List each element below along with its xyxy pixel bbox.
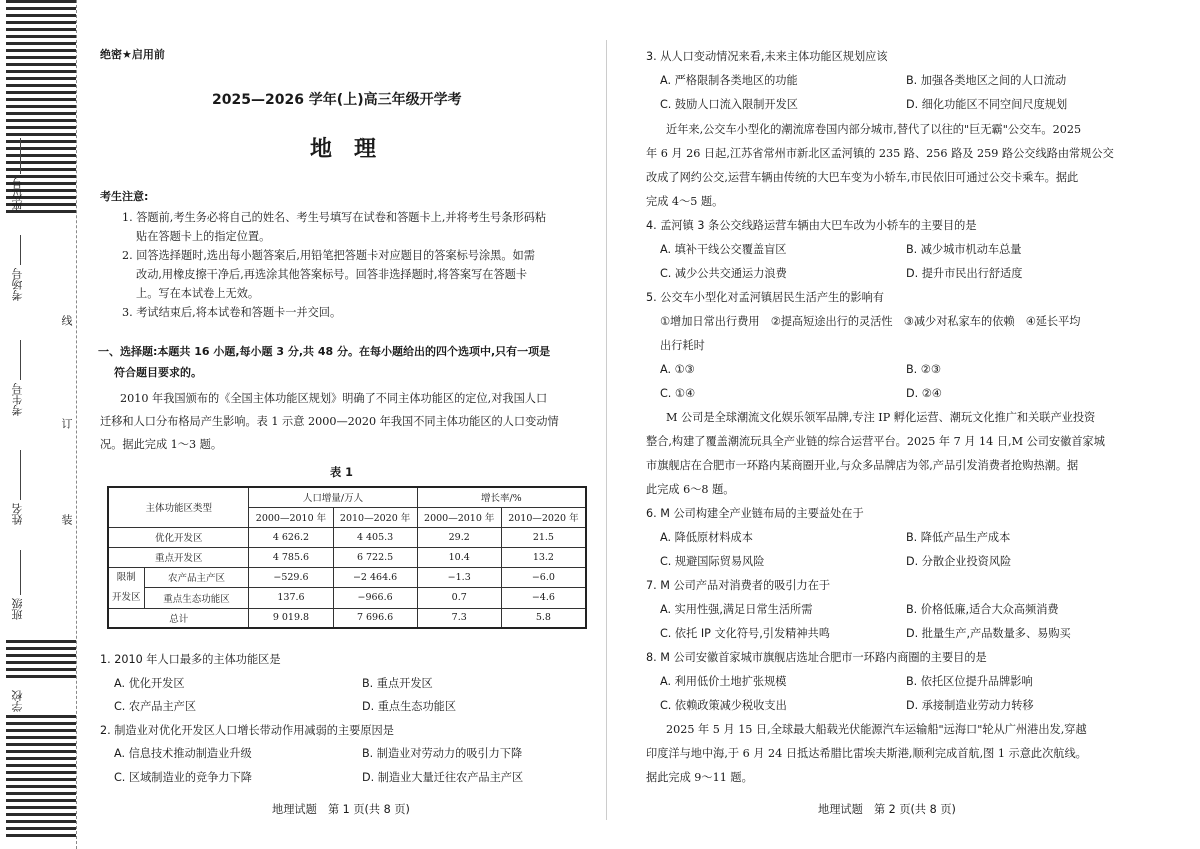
passage-line: 况。据此完成 1～3 题。 xyxy=(100,438,223,451)
passage-line: M 公司是全球潮流文化娱乐领军品牌,专注 IP 孵化运营、潮玩文化推广和关联产业投资 xyxy=(666,411,1096,424)
q3-option-b: B. 加强各类地区之间的人口流动 xyxy=(906,74,1067,87)
passage-line: 近年来,公交车小型化的潮流席卷国内部分城市,替代了以往的"巨无霸"公交车。2025 xyxy=(666,123,1082,136)
notice-line: 3. 考试结束后,将本试卷和答题卡一并交回。 xyxy=(122,306,342,319)
table-row xyxy=(108,547,586,567)
margin-stripe xyxy=(6,827,76,830)
margin-stripe xyxy=(6,722,76,725)
margin-stripe xyxy=(6,7,76,10)
name-line xyxy=(20,450,21,500)
row-name: 重点生态功能区 xyxy=(144,588,249,609)
page-footer: 地理试题 第 2 页(共 8 页) xyxy=(818,803,956,816)
passage-line: 整合,构建了覆盖潮流玩具全产业链的综合运营平台。2025 年 7 月 14 日,M 公司安徽首家城 xyxy=(646,435,1105,448)
notice-line: 改动,用橡皮擦干净后,再选涂其他答案标号。回答非选择题时,将答案写在答题卡 xyxy=(136,268,528,281)
header-rate: 增长率/% xyxy=(417,487,586,507)
margin-stripe xyxy=(6,21,76,24)
subject-title: 地 理 xyxy=(310,137,377,162)
question-7: 7. M 公司产品对消费者的吸引力在于 xyxy=(646,579,831,592)
q8-option-b: B. 依托区位提升品牌影响 xyxy=(906,675,1033,688)
margin-stripe xyxy=(6,147,76,150)
seal-line-text: 线 xyxy=(60,315,73,326)
cell: 6 722.5 xyxy=(333,547,417,567)
margin-stripe xyxy=(6,28,76,31)
passage-line: 改成了网约公交,运营车辆由传统的大巴车变为小轿车,市民依旧可通过公交卡乘车。据此 xyxy=(646,171,1079,184)
page-footer: 地理试题 第 1 页(共 8 页) xyxy=(272,803,410,816)
margin-stripe xyxy=(6,126,76,129)
seal-bind-text: 订 xyxy=(60,418,73,429)
q8-option-c: C. 依赖政策减少税收支出 xyxy=(660,699,787,712)
group-label-b: 开发区 xyxy=(111,591,141,603)
q6-option-a: A. 降低原材料成本 xyxy=(660,531,753,544)
cell: 10.4 xyxy=(417,547,501,567)
q1-option-c: C. 农产品主产区 xyxy=(114,700,197,713)
barcode-stripes-bottom xyxy=(6,715,76,835)
population-table xyxy=(107,486,587,629)
cell: −4.6 xyxy=(501,588,586,609)
header-period: 2010—2020 年 xyxy=(333,507,417,527)
group-label-a: 限制 xyxy=(116,571,136,583)
school-label: 学校 xyxy=(11,690,24,712)
passage-line: 完成 4～5 题。 xyxy=(646,195,724,208)
q5-option-b: B. ②③ xyxy=(906,363,941,376)
margin-stripe xyxy=(6,168,76,171)
margin-stripe xyxy=(6,49,76,52)
margin-stripe xyxy=(6,77,76,80)
header-pop: 人口增量/万人 xyxy=(249,487,417,507)
notice-line: 1. 答题前,考生务必将自己的姓名、考生号填写在试卷和答题卡上,并将考生号条形码粘 xyxy=(122,211,547,224)
row-name: 总计 xyxy=(108,608,249,628)
cell: 5.8 xyxy=(501,608,586,628)
q4-option-c: C. 减少公共交通运力浪费 xyxy=(660,267,787,280)
margin-stripe xyxy=(6,675,76,678)
margin-stripe xyxy=(6,757,76,760)
q4-option-a: A. 填补干线公交覆盖盲区 xyxy=(660,243,787,256)
q5-option-a: A. ①③ xyxy=(660,363,695,376)
q1-option-a: A. 优化开发区 xyxy=(114,677,185,690)
margin-stripe xyxy=(6,813,76,816)
header-period: 2000—2010 年 xyxy=(417,507,501,527)
section-heading-cont: 符合题目要求的。 xyxy=(114,366,202,379)
class-line xyxy=(20,550,21,595)
margin-stripe xyxy=(6,764,76,767)
margin-stripe xyxy=(6,70,76,73)
table-row xyxy=(108,567,586,588)
margin-stripe xyxy=(6,799,76,802)
notice-line: 2. 回答选择题时,选出每小题答案后,用铅笔把答题卡对应题目的答案标号涂黑。如需 xyxy=(122,249,535,262)
confidential-mark: 绝密★启用前 xyxy=(100,48,165,61)
margin-stripe xyxy=(6,778,76,781)
cell: −529.6 xyxy=(249,567,333,588)
passage-line: 2010 年我国颁布的《全国主体功能区规划》明确了不同主体功能区的定位,对我国人口 xyxy=(120,392,548,405)
question-6: 6. M 公司构建全产业链布局的主要益处在于 xyxy=(646,507,864,520)
q7-option-b: B. 价格低廉,适合大众高频消费 xyxy=(906,603,1059,616)
seat-number-line xyxy=(20,138,21,174)
margin-stripe xyxy=(6,806,76,809)
q3-option-d: D. 细化功能区不同空间尺度规划 xyxy=(906,98,1068,111)
margin-stripe xyxy=(6,640,76,643)
q5-option-c: C. ①④ xyxy=(660,387,695,400)
cell: 7.3 xyxy=(417,608,501,628)
margin-stripe xyxy=(6,668,76,671)
q1-option-d: D. 重点生态功能区 xyxy=(362,700,457,713)
q6-option-b: B. 降低产品生产成本 xyxy=(906,531,1011,544)
row-name: 优化开发区 xyxy=(108,527,249,547)
passage-line: 2025 年 5 月 15 日,全球最大船载光伏能源汽车运输船"远海口"轮从广州港出发,穿越 xyxy=(666,723,1087,736)
passage-line: 此完成 6～8 题。 xyxy=(646,483,735,496)
q4-option-d: D. 提升市民出行舒适度 xyxy=(906,267,1023,280)
cell: 0.7 xyxy=(417,588,501,609)
question-4: 4. 孟河镇 3 条公交线路运营车辆由大巴车改为小轿车的主要目的是 xyxy=(646,219,977,232)
cut-line xyxy=(76,0,77,849)
margin-stripe xyxy=(6,715,76,718)
page-divider xyxy=(606,40,607,820)
q8-option-d: D. 承接制造业劳动力转移 xyxy=(906,699,1034,712)
notice-heading: 考生注意: xyxy=(100,190,149,203)
margin-stripe xyxy=(6,98,76,101)
margin-stripe xyxy=(6,112,76,115)
q2-option-a: A. 信息技术推动制造业升级 xyxy=(114,747,252,760)
cell: −966.6 xyxy=(333,588,417,609)
cell: 137.6 xyxy=(249,588,333,609)
margin-stripe xyxy=(6,834,76,837)
passage-line: 印度洋与地中海,于 6 月 24 日抵达希腊比雷埃夫斯港,顺利完成首航,图 1 示意此次航线。 xyxy=(646,747,1087,760)
exam-title: 2025—2026 学年(上)高三年级开学考 xyxy=(212,92,462,108)
group-label xyxy=(108,567,144,608)
margin-stripe xyxy=(6,154,76,157)
margin-stripe xyxy=(6,743,76,746)
margin-stripe xyxy=(6,647,76,650)
notice-line: 上。写在本试卷上无效。 xyxy=(136,287,260,300)
candidate-number-line xyxy=(20,340,21,380)
q3-option-c: C. 鼓励人口流入限制开发区 xyxy=(660,98,798,111)
q7-option-d: D. 批量生产,产品数量多、易购买 xyxy=(906,627,1071,640)
cell: −2 464.6 xyxy=(333,567,417,588)
q1-option-b: B. 重点开发区 xyxy=(362,677,433,690)
passage-line: 据此完成 9～11 题。 xyxy=(646,771,753,784)
candidate-number-label: 考生号 xyxy=(11,383,24,416)
question-2: 2. 制造业对优化开发区人口增长带动作用减弱的主要原因是 xyxy=(100,724,394,737)
q8-option-a: A. 利用低价土地扩张规模 xyxy=(660,675,787,688)
seal-fold-text: 装 xyxy=(60,514,73,525)
margin-stripe xyxy=(6,133,76,136)
page-1 xyxy=(92,0,598,849)
cell: 7 696.6 xyxy=(333,608,417,628)
page-2 xyxy=(618,0,1178,849)
margin-stripe xyxy=(6,42,76,45)
q7-option-c: C. 依托 IP 文化符号,引发精神共鸣 xyxy=(660,627,830,640)
seat-number-label: 座位号 xyxy=(11,178,24,211)
binding-margin xyxy=(0,0,82,849)
question-8: 8. M 公司安徽首家城市旗舰店选址合肥市一环路内商圈的主要目的是 xyxy=(646,651,987,664)
margin-stripe xyxy=(6,771,76,774)
q6-option-d: D. 分散企业投资风险 xyxy=(906,555,1012,568)
barcode-stripes-middle xyxy=(6,640,76,680)
passage-line: 市旗舰店在合肥市一环路内某商圈开业,与众多品牌店为邻,产品引发消费者抢购热潮。据 xyxy=(646,459,1079,472)
margin-stripe xyxy=(6,35,76,38)
margin-stripe xyxy=(6,91,76,94)
cell: −6.0 xyxy=(501,567,586,588)
margin-stripe xyxy=(6,140,76,143)
name-label: 姓名 xyxy=(11,503,24,525)
cell: 4 626.2 xyxy=(249,527,333,547)
class-label: 班级 xyxy=(11,598,24,620)
q2-option-d: D. 制造业大量迁往农产品主产区 xyxy=(362,771,524,784)
cell: 21.5 xyxy=(501,527,586,547)
cell: −1.3 xyxy=(417,567,501,588)
q7-option-a: A. 实用性强,满足日常生活所需 xyxy=(660,603,813,616)
margin-stripe xyxy=(6,820,76,823)
cell: 13.2 xyxy=(501,547,586,567)
margin-stripe xyxy=(6,14,76,17)
cell: 4 785.6 xyxy=(249,547,333,567)
margin-stripe xyxy=(6,105,76,108)
margin-stripe xyxy=(6,792,76,795)
header-period: 2010—2020 年 xyxy=(501,507,586,527)
row-name: 重点开发区 xyxy=(108,547,249,567)
q5-statements-cont: 出行耗时 xyxy=(660,339,705,352)
margin-stripe xyxy=(6,119,76,122)
margin-stripe xyxy=(6,63,76,66)
q2-option-c: C. 区域制造业的竞争力下降 xyxy=(114,771,252,784)
margin-stripe xyxy=(6,785,76,788)
passage-line: 年 6 月 26 日起,江苏省常州市新北区孟河镇的 235 路、256 路及 259 路公交线路由常规公交 xyxy=(646,147,1114,160)
row-name: 农产品主产区 xyxy=(144,567,249,588)
margin-stripe xyxy=(6,729,76,732)
table-header-row xyxy=(108,487,586,507)
margin-stripe xyxy=(6,161,76,164)
table-caption: 表 1 xyxy=(330,466,353,479)
header-period: 2000—2010 年 xyxy=(249,507,333,527)
passage-line: 迁移和人口分布格局产生影响。表 1 示意 2000—2020 年我国不同主体功能区的人口变动情 xyxy=(100,415,559,428)
notice-line: 贴在答题卡上的指定位置。 xyxy=(136,230,271,243)
cell: 29.2 xyxy=(417,527,501,547)
margin-stripe xyxy=(6,0,76,3)
header-type: 主体功能区类型 xyxy=(108,487,249,527)
q5-option-d: D. ②④ xyxy=(906,387,942,400)
table-row-total xyxy=(108,608,586,628)
margin-stripe xyxy=(6,661,76,664)
section-heading: 一、选择题:本题共 16 小题,每小题 3 分,共 48 分。在每小题给出的四个选项中,只有一项是 xyxy=(98,345,551,358)
margin-stripe xyxy=(6,654,76,657)
q3-option-a: A. 严格限制各类地区的功能 xyxy=(660,74,798,87)
exam-room-line xyxy=(20,235,21,265)
margin-stripe xyxy=(6,56,76,59)
question-5: 5. 公交车小型化对孟河镇居民生活产生的影响有 xyxy=(646,291,884,304)
question-3: 3. 从人口变动情况来看,未来主体功能区规划应该 xyxy=(646,50,888,63)
cell: 9 019.8 xyxy=(249,608,333,628)
table-row xyxy=(108,588,586,609)
margin-stripe xyxy=(6,750,76,753)
margin-stripe xyxy=(6,736,76,739)
q4-option-b: B. 减少城市机动车总量 xyxy=(906,243,1022,256)
question-1: 1. 2010 年人口最多的主体功能区是 xyxy=(100,653,281,666)
q6-option-c: C. 规避国际贸易风险 xyxy=(660,555,765,568)
exam-room-label: 考场号 xyxy=(11,268,24,301)
table-row xyxy=(108,527,586,547)
q2-option-b: B. 制造业对劳动力的吸引力下降 xyxy=(362,747,523,760)
margin-stripe xyxy=(6,84,76,87)
cell: 4 405.3 xyxy=(333,527,417,547)
q5-statements: ①增加日常出行费用 ②提高短途出行的灵活性 ③减少对私家车的依赖 ④延长平均 xyxy=(660,315,1081,328)
